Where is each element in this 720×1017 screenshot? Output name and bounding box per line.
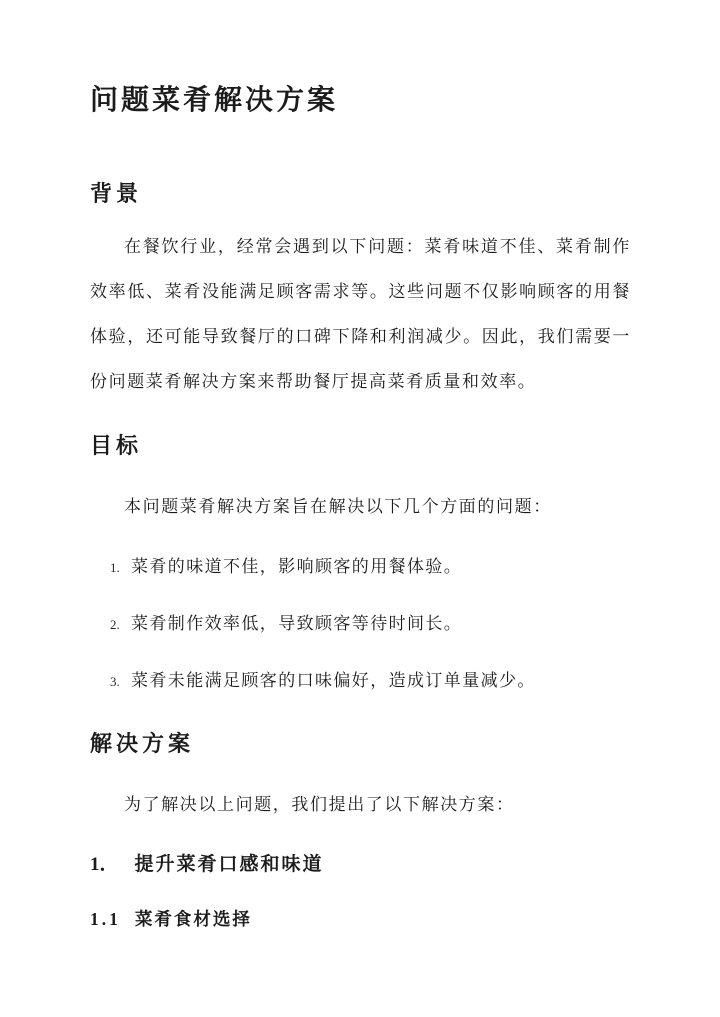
background-heading: 背景 <box>90 181 143 206</box>
subheading-1-1-text: 菜肴食材选择 <box>134 909 252 929</box>
list-item <box>90 612 631 637</box>
list-item-marker: 1. <box>110 560 120 575</box>
section-goals <box>90 432 631 694</box>
list-item <box>90 555 631 580</box>
section-solution <box>90 730 631 931</box>
document-title: 问题菜肴解决方案 <box>90 85 339 116</box>
goals-heading: 目标 <box>90 433 143 458</box>
section-background <box>90 180 631 404</box>
list-item-text: 菜肴的味道不佳，影响顾客的用餐体验。 <box>131 557 463 576</box>
subheading-1-text: 提升菜肴口感和味道 <box>134 854 324 875</box>
list-item-text: 菜肴制作效率低，导致顾客等待时间长。 <box>131 614 463 633</box>
solution-subheading-1-1 <box>90 907 631 931</box>
solution-intro-paragraph: 为了解决以上问题，我们提出了以下解决方案： <box>124 795 515 814</box>
goals-list <box>90 555 631 694</box>
list-item <box>90 669 631 694</box>
list-item-text: 菜肴未能满足顾客的口味偏好，造成订单量减少。 <box>131 671 536 690</box>
solution-subheading-1 <box>90 853 631 877</box>
solution-heading: 解决方案 <box>90 731 195 756</box>
goals-intro-paragraph: 本问题菜肴解决方案旨在解决以下几个方面的问题： <box>124 497 552 516</box>
list-item-marker: 2. <box>110 617 120 632</box>
list-item-marker: 3. <box>110 674 120 689</box>
subheading-1-number: 1． <box>90 854 119 875</box>
background-paragraph: 在餐饮行业，经常会遇到以下问题：菜肴味道不佳、菜肴制作效率低、菜肴没能满足顾客需求等。这些问题不仅影响顾客的用餐体验，还可能导致餐厅的口碑下降和利润减少。因此，我们需要一份问题菜肴解决方案来帮助餐厅提高菜肴质量和效率。 <box>90 237 631 391</box>
subheading-1-1-number: 1.1 <box>90 909 121 929</box>
